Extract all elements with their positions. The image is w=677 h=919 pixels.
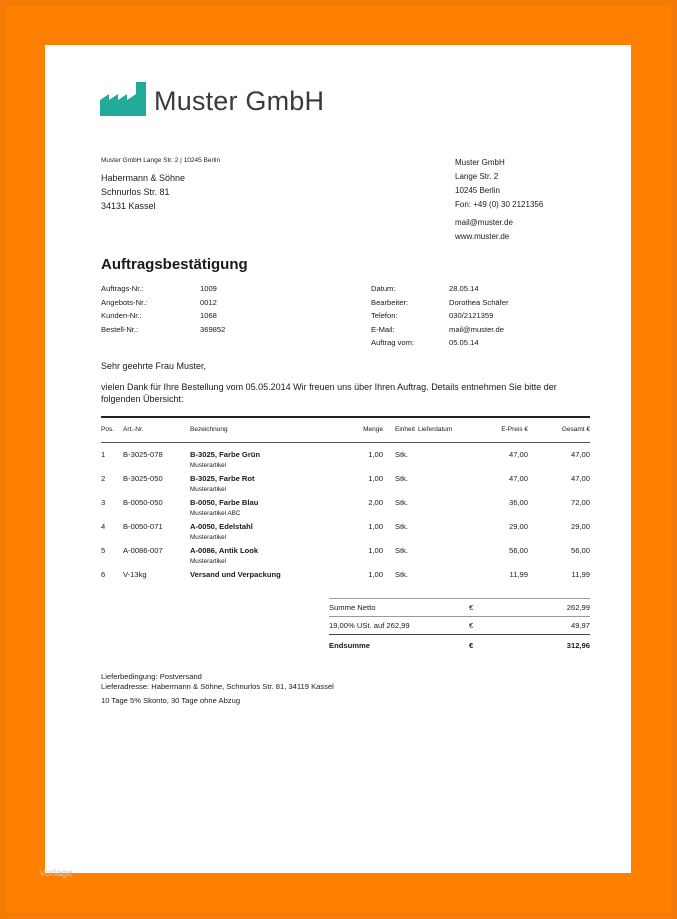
sender-line: Muster GmbH Lange Str. 2 | 10245 Berlin bbox=[101, 157, 221, 164]
cell-qty: 1,00 bbox=[368, 473, 383, 483]
item-subtitle: Musterartikel bbox=[190, 461, 227, 469]
item-subtitle: Musterartikel ABC bbox=[190, 509, 241, 517]
item-title: B-0050, Farbe Blau bbox=[190, 497, 259, 507]
net-total-value: 262,99 bbox=[566, 603, 590, 612]
net-total-row bbox=[329, 599, 590, 616]
totals-block bbox=[329, 598, 590, 655]
meta-row bbox=[371, 282, 509, 296]
cell-art: B-0050-071 bbox=[123, 521, 163, 531]
meta-label: Auftrags-Nr.: bbox=[101, 284, 144, 294]
order-meta-right bbox=[371, 282, 509, 350]
cell-pos: 2 bbox=[101, 473, 106, 483]
meta-row bbox=[371, 296, 509, 310]
meta-row bbox=[101, 323, 225, 337]
grand-total-label: Endsumme bbox=[329, 640, 370, 650]
cell-pos: 1 bbox=[101, 449, 106, 459]
tax-value: 49,97 bbox=[570, 621, 590, 630]
document-title: Auftragsbestätigung bbox=[101, 256, 248, 273]
meta-row bbox=[101, 282, 225, 296]
cell-unit: Stk. bbox=[395, 521, 409, 531]
net-total-label: Summe Netto bbox=[329, 603, 376, 612]
cell-date bbox=[418, 519, 466, 543]
meta-label: Angebots-Nr.: bbox=[101, 297, 148, 307]
header-date: Lieferdatum bbox=[418, 426, 453, 433]
tax-currency: € bbox=[469, 621, 474, 630]
cell-art: B-3025-078 bbox=[123, 449, 163, 459]
cell-unit: Stk. bbox=[395, 473, 409, 483]
meta-value: 0012 bbox=[200, 297, 217, 307]
cell-qty: 1,00 bbox=[368, 521, 383, 531]
meta-row bbox=[371, 336, 509, 350]
factory-logo-icon bbox=[100, 82, 146, 116]
cell-art: B-3025-050 bbox=[123, 473, 163, 483]
header-art: Art.-Nr. bbox=[123, 426, 144, 433]
meta-value: 1009 bbox=[200, 284, 217, 294]
company-email: mail@muster.de bbox=[455, 218, 513, 227]
tax-label: 19,00% USt. auf 262,99 bbox=[329, 621, 410, 630]
cell-qty: 1,00 bbox=[368, 545, 383, 555]
delivery-condition: Lieferbedingung: Postversand bbox=[101, 672, 202, 681]
table-row bbox=[101, 543, 590, 567]
grand-total-currency: € bbox=[469, 640, 474, 650]
meta-value: 1068 bbox=[200, 311, 217, 321]
item-subtitle: Musterartikel bbox=[190, 557, 227, 565]
meta-label: E-Mail: bbox=[371, 324, 395, 334]
cell-price: 47,00 bbox=[508, 449, 528, 459]
grand-total-row bbox=[329, 635, 590, 655]
meta-value: 28.05.14 bbox=[449, 284, 479, 294]
company-address-line: Lange Str. 2 bbox=[455, 172, 499, 181]
cell-pos: 6 bbox=[101, 569, 106, 579]
cell-price: 29,00 bbox=[508, 521, 528, 531]
cell-art: A-0086-007 bbox=[123, 545, 163, 555]
cell-unit: Stk. bbox=[395, 497, 409, 507]
grand-total-value: 312,96 bbox=[566, 640, 590, 650]
cell-total: 72,00 bbox=[570, 497, 590, 507]
item-title: A-0050, Edelstahl bbox=[190, 521, 253, 531]
meta-label: Bearbeiter: bbox=[371, 297, 409, 307]
recipient-address bbox=[101, 171, 185, 213]
company-logo bbox=[100, 80, 324, 116]
company-contact bbox=[455, 216, 513, 244]
cell-qty: 2,00 bbox=[368, 497, 383, 507]
meta-value: 05.05.14 bbox=[449, 338, 479, 348]
cell-total: 47,00 bbox=[570, 473, 590, 483]
company-address bbox=[455, 156, 543, 212]
table-row bbox=[101, 519, 590, 543]
cell-desc bbox=[190, 567, 345, 591]
cell-date bbox=[418, 567, 466, 591]
cell-price: 36,00 bbox=[508, 497, 528, 507]
cell-total: 11,99 bbox=[571, 569, 590, 579]
cell-art: B-0050-050 bbox=[123, 497, 163, 507]
cell-price: 56,00 bbox=[508, 545, 528, 555]
company-address-line: Muster GmbH bbox=[455, 158, 505, 167]
watermark-text: vorlage bbox=[40, 868, 73, 879]
header-desc: Bezeichnung bbox=[190, 426, 228, 433]
cell-price: 11,99 bbox=[509, 569, 528, 579]
cell-price: 47,00 bbox=[508, 473, 528, 483]
cell-unit: Stk. bbox=[395, 569, 409, 579]
cell-date bbox=[418, 471, 466, 495]
item-title: B-3025, Farbe Grün bbox=[190, 449, 261, 459]
meta-value: 369852 bbox=[200, 324, 226, 334]
payment-terms: 10 Tage 5% Skonto, 30 Tage ohne Abzug bbox=[101, 696, 241, 705]
table-row bbox=[101, 447, 590, 471]
cell-unit: Stk. bbox=[395, 449, 409, 459]
meta-value: mail@muster.de bbox=[449, 324, 504, 334]
header-pos: Pos. bbox=[101, 426, 115, 433]
footer-notes bbox=[101, 672, 334, 706]
greeting: Sehr geehrte Frau Muster, bbox=[101, 361, 207, 371]
recipient-line: 34131 Kassel bbox=[101, 201, 156, 211]
cell-total: 29,00 bbox=[570, 521, 590, 531]
cell-unit: Stk. bbox=[395, 545, 409, 555]
meta-value: Dorothea Schäfer bbox=[449, 297, 509, 307]
cell-date bbox=[418, 447, 466, 471]
items-table bbox=[101, 416, 590, 591]
table-row bbox=[101, 495, 590, 519]
cell-desc bbox=[190, 519, 345, 543]
company-phone: Fon: +49 (0) 30 2121356 bbox=[455, 200, 544, 209]
cell-art: V-13kg bbox=[123, 569, 147, 579]
company-name: Muster GmbH bbox=[154, 86, 325, 116]
meta-row bbox=[371, 309, 509, 323]
cell-pos: 4 bbox=[101, 521, 106, 531]
cell-desc bbox=[190, 447, 345, 471]
meta-value: 030/2121359 bbox=[449, 311, 494, 321]
meta-row bbox=[371, 323, 509, 337]
delivery-address: Lieferadresse: Habermann & Söhne, Schnurlos Str. 81, 34119 Kassel bbox=[101, 682, 334, 691]
meta-label: Telefon: bbox=[371, 311, 398, 321]
document-page bbox=[45, 45, 631, 873]
item-title: B-3025, Farbe Rot bbox=[190, 473, 255, 483]
table-row bbox=[101, 471, 590, 495]
header-qty: Menge bbox=[363, 426, 383, 433]
meta-label: Kunden-Nr.: bbox=[101, 311, 142, 321]
meta-label: Datum: bbox=[371, 284, 396, 294]
cell-desc bbox=[190, 495, 345, 519]
recipient-line: Schnurlos Str. 81 bbox=[101, 187, 170, 197]
cell-total: 47,00 bbox=[570, 449, 590, 459]
table-header bbox=[101, 418, 590, 443]
recipient-line: Habermann & Söhne bbox=[101, 173, 186, 183]
table-row bbox=[101, 567, 590, 591]
header-unit: Einheit bbox=[395, 426, 415, 433]
header-total: Gesamt € bbox=[561, 426, 590, 433]
cell-desc bbox=[190, 471, 345, 495]
item-title: Versand und Verpackung bbox=[190, 569, 281, 579]
cell-date bbox=[418, 495, 466, 519]
meta-label: Auftrag vom: bbox=[371, 338, 415, 348]
header-price: E-Preis € bbox=[501, 426, 528, 433]
cell-pos: 5 bbox=[101, 545, 106, 555]
cell-total: 56,00 bbox=[570, 545, 590, 555]
meta-label: Bestell-Nr.: bbox=[101, 324, 139, 334]
intro-text: vielen Dank für Ihre Bestellung vom 05.05.2014 Wir freuen uns über Ihren Auftrag. Details entnehmen Sie bitte der folgenden Übersicht: bbox=[101, 382, 557, 404]
meta-row bbox=[101, 296, 225, 310]
company-address-line: 10245 Berlin bbox=[455, 186, 500, 195]
item-title: A-0086, Antik Look bbox=[190, 545, 259, 555]
cell-pos: 3 bbox=[101, 497, 106, 507]
cell-qty: 1,00 bbox=[368, 569, 383, 579]
net-total-currency: € bbox=[469, 603, 474, 612]
company-website: www.muster.de bbox=[455, 232, 510, 241]
cell-date bbox=[418, 543, 466, 567]
item-subtitle: Musterartikel bbox=[190, 533, 227, 541]
cell-qty: 1,00 bbox=[368, 449, 383, 459]
cell-desc bbox=[190, 543, 345, 567]
order-meta-left bbox=[101, 282, 225, 336]
item-subtitle: Musterartikel bbox=[190, 485, 227, 493]
meta-row bbox=[101, 309, 225, 323]
tax-row bbox=[329, 617, 590, 634]
